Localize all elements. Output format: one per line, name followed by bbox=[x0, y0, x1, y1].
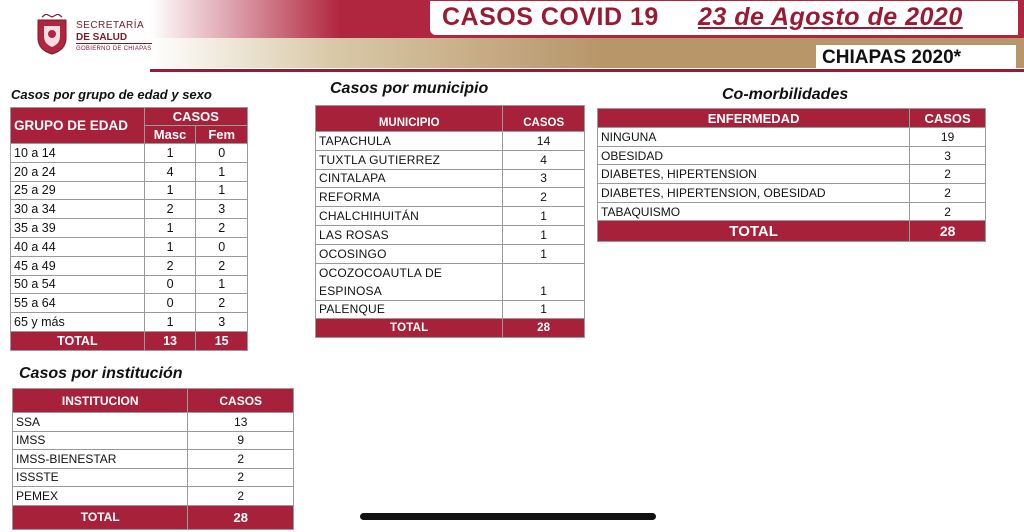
casos-cell: 3 bbox=[910, 146, 986, 165]
table-row bbox=[316, 300, 585, 319]
total-value: 28 bbox=[910, 221, 986, 242]
casos-cell: 2 bbox=[503, 188, 585, 207]
fem-cell: 3 bbox=[196, 313, 248, 332]
municipio-header-row bbox=[316, 106, 585, 132]
institucion-cell: IMSS bbox=[13, 431, 188, 450]
edad-table bbox=[10, 107, 248, 351]
col-casos: CASOS bbox=[144, 108, 247, 126]
casos-cell: 1 bbox=[503, 263, 585, 300]
total-masc: 13 bbox=[144, 331, 196, 350]
table-row bbox=[598, 128, 986, 147]
table-row bbox=[11, 181, 248, 200]
masc-cell: 0 bbox=[144, 275, 196, 294]
institucion-cell: PEMEX bbox=[13, 487, 188, 506]
total-label: TOTAL bbox=[11, 331, 145, 350]
age-group-cell: 25 a 29 bbox=[11, 181, 145, 200]
fem-cell: 3 bbox=[196, 200, 248, 219]
table-row bbox=[13, 413, 294, 432]
total-label: TOTAL bbox=[598, 221, 910, 242]
col-casos: CASOS bbox=[503, 106, 585, 132]
header-rule bbox=[150, 69, 1024, 72]
comorb-header-row bbox=[598, 109, 986, 128]
col-masc: Masc bbox=[144, 126, 196, 144]
masc-cell: 1 bbox=[144, 313, 196, 332]
casos-cell: 2 bbox=[910, 165, 986, 184]
col-casos: CASOS bbox=[188, 389, 294, 413]
casos-cell: 2 bbox=[910, 184, 986, 203]
fem-cell: 1 bbox=[196, 275, 248, 294]
casos-cell: 2 bbox=[910, 202, 986, 221]
table-row bbox=[13, 487, 294, 506]
logo-text-2: DE SALUD bbox=[76, 32, 128, 43]
masc-cell: 2 bbox=[144, 200, 196, 219]
masc-cell: 1 bbox=[144, 237, 196, 256]
table-row bbox=[13, 431, 294, 450]
masc-cell: 1 bbox=[144, 181, 196, 200]
table-row bbox=[316, 188, 585, 207]
casos-cell: 13 bbox=[188, 413, 294, 432]
table-row bbox=[598, 165, 986, 184]
col-fem: Fem bbox=[196, 126, 248, 144]
edad-header-row bbox=[11, 108, 248, 126]
masc-cell: 1 bbox=[144, 144, 196, 163]
total-value: 28 bbox=[503, 319, 585, 338]
age-group-cell: 20 a 24 bbox=[11, 162, 145, 181]
logo-text-1: SECRETARÍA bbox=[76, 20, 145, 31]
masc-cell: 2 bbox=[144, 256, 196, 275]
table-row bbox=[11, 162, 248, 181]
enfermedad-cell: DIABETES, HIPERTENSION bbox=[598, 165, 910, 184]
table-row bbox=[598, 146, 986, 165]
table-row bbox=[316, 207, 585, 226]
home-indicator[interactable] bbox=[360, 513, 656, 520]
fem-cell: 1 bbox=[196, 162, 248, 181]
age-group-cell: 55 a 64 bbox=[11, 294, 145, 313]
edad-total-row bbox=[11, 331, 248, 350]
table-row bbox=[11, 237, 248, 256]
region-label: CHIAPAS 2020* bbox=[822, 47, 962, 68]
masc-cell: 1 bbox=[144, 219, 196, 238]
casos-cell: 1 bbox=[503, 300, 585, 319]
age-group-cell: 35 a 39 bbox=[11, 219, 145, 238]
table-row bbox=[11, 313, 248, 332]
table-row bbox=[316, 225, 585, 244]
age-group-cell: 40 a 44 bbox=[11, 237, 145, 256]
institucion-section-title: Casos por institución bbox=[19, 365, 183, 382]
table-row bbox=[11, 256, 248, 275]
municipio-total-row bbox=[316, 319, 585, 338]
total-label: TOTAL bbox=[316, 319, 503, 338]
casos-cell: 4 bbox=[503, 150, 585, 169]
institucion-header-row bbox=[13, 389, 294, 413]
table-row bbox=[316, 150, 585, 169]
logo-text-3: GOBIERNO DE CHIAPAS bbox=[76, 46, 152, 52]
table-row bbox=[598, 184, 986, 203]
casos-cell: 3 bbox=[503, 169, 585, 188]
casos-cell: 2 bbox=[188, 468, 294, 487]
total-fem: 15 bbox=[196, 331, 248, 350]
table-row bbox=[11, 275, 248, 294]
casos-cell: 1 bbox=[503, 207, 585, 226]
municipio-cell: TUXTLA GUTIERREZ bbox=[316, 150, 503, 169]
casos-cell: 1 bbox=[503, 244, 585, 263]
edad-section-title: Casos por grupo de edad y sexo bbox=[11, 87, 212, 102]
table-row bbox=[11, 219, 248, 238]
municipio-table bbox=[315, 105, 585, 338]
total-value: 28 bbox=[188, 505, 294, 529]
age-group-cell: 65 y más bbox=[11, 313, 145, 332]
municipio-cell: TAPACHULA bbox=[316, 132, 503, 151]
table-row bbox=[316, 244, 585, 263]
municipio-name-line1: OCOZOCOAUTLA DE bbox=[319, 265, 443, 280]
municipio-name-line2: ESPINOSA bbox=[319, 283, 382, 298]
fem-cell: 0 bbox=[196, 237, 248, 256]
table-row bbox=[11, 200, 248, 219]
institucion-total-row bbox=[13, 505, 294, 529]
table-row bbox=[316, 263, 585, 300]
fem-cell: 1 bbox=[196, 181, 248, 200]
municipio-cell bbox=[316, 263, 503, 300]
table-row bbox=[316, 169, 585, 188]
page-title: CASOS COVID 19 bbox=[442, 3, 659, 31]
institucion-cell: IMSS-BIENESTAR bbox=[13, 450, 188, 469]
masc-cell: 4 bbox=[144, 162, 196, 181]
table-row bbox=[13, 468, 294, 487]
seal-icon bbox=[34, 14, 70, 56]
enfermedad-cell: TABAQUISMO bbox=[598, 202, 910, 221]
col-grupo-edad: GRUPO DE EDAD bbox=[11, 108, 145, 144]
comorb-total-row bbox=[598, 221, 986, 242]
enfermedad-cell: NINGUNA bbox=[598, 128, 910, 147]
fem-cell: 0 bbox=[196, 144, 248, 163]
casos-cell: 2 bbox=[188, 450, 294, 469]
report-date: 23 de Agosto de 2020 bbox=[698, 3, 963, 31]
age-group-cell: 30 a 34 bbox=[11, 200, 145, 219]
casos-cell: 1 bbox=[503, 225, 585, 244]
municipio-cell: PALENQUE bbox=[316, 300, 503, 319]
casos-cell: 2 bbox=[188, 487, 294, 506]
col-institucion: INSTITUCION bbox=[13, 389, 188, 413]
age-group-cell: 10 a 14 bbox=[11, 144, 145, 163]
total-label: TOTAL bbox=[13, 505, 188, 529]
col-enfermedad: ENFERMEDAD bbox=[598, 109, 910, 128]
col-municipio: MUNICIPIO bbox=[316, 106, 503, 132]
municipio-section-title: Casos por municipio bbox=[330, 80, 489, 97]
casos-cell: 19 bbox=[910, 128, 986, 147]
institucion-cell: SSA bbox=[13, 413, 188, 432]
institucion-cell: ISSSTE bbox=[13, 468, 188, 487]
table-row bbox=[13, 450, 294, 469]
fem-cell: 2 bbox=[196, 294, 248, 313]
municipio-cell: CHALCHIHUITÁN bbox=[316, 207, 503, 226]
enfermedad-cell: OBESIDAD bbox=[598, 146, 910, 165]
fem-cell: 2 bbox=[196, 219, 248, 238]
table-row bbox=[598, 202, 986, 221]
age-group-cell: 45 a 49 bbox=[11, 256, 145, 275]
municipio-cell: CINTALAPA bbox=[316, 169, 503, 188]
col-casos: CASOS bbox=[910, 109, 986, 128]
enfermedad-cell: DIABETES, HIPERTENSION, OBESIDAD bbox=[598, 184, 910, 203]
municipio-cell: LAS ROSAS bbox=[316, 225, 503, 244]
casos-cell: 14 bbox=[503, 132, 585, 151]
age-group-cell: 50 a 54 bbox=[11, 275, 145, 294]
comorb-table bbox=[597, 108, 986, 242]
table-row bbox=[316, 132, 585, 151]
secretaria-salud-logo bbox=[32, 12, 152, 58]
table-row bbox=[11, 294, 248, 313]
casos-cell: 9 bbox=[188, 431, 294, 450]
municipio-cell: OCOSINGO bbox=[316, 244, 503, 263]
logo-rule bbox=[76, 43, 152, 44]
comorb-section-title: Co-morbilidades bbox=[722, 86, 849, 103]
institucion-table bbox=[12, 388, 294, 530]
fem-cell: 2 bbox=[196, 256, 248, 275]
masc-cell: 0 bbox=[144, 294, 196, 313]
table-row bbox=[11, 144, 248, 163]
municipio-cell: REFORMA bbox=[316, 188, 503, 207]
